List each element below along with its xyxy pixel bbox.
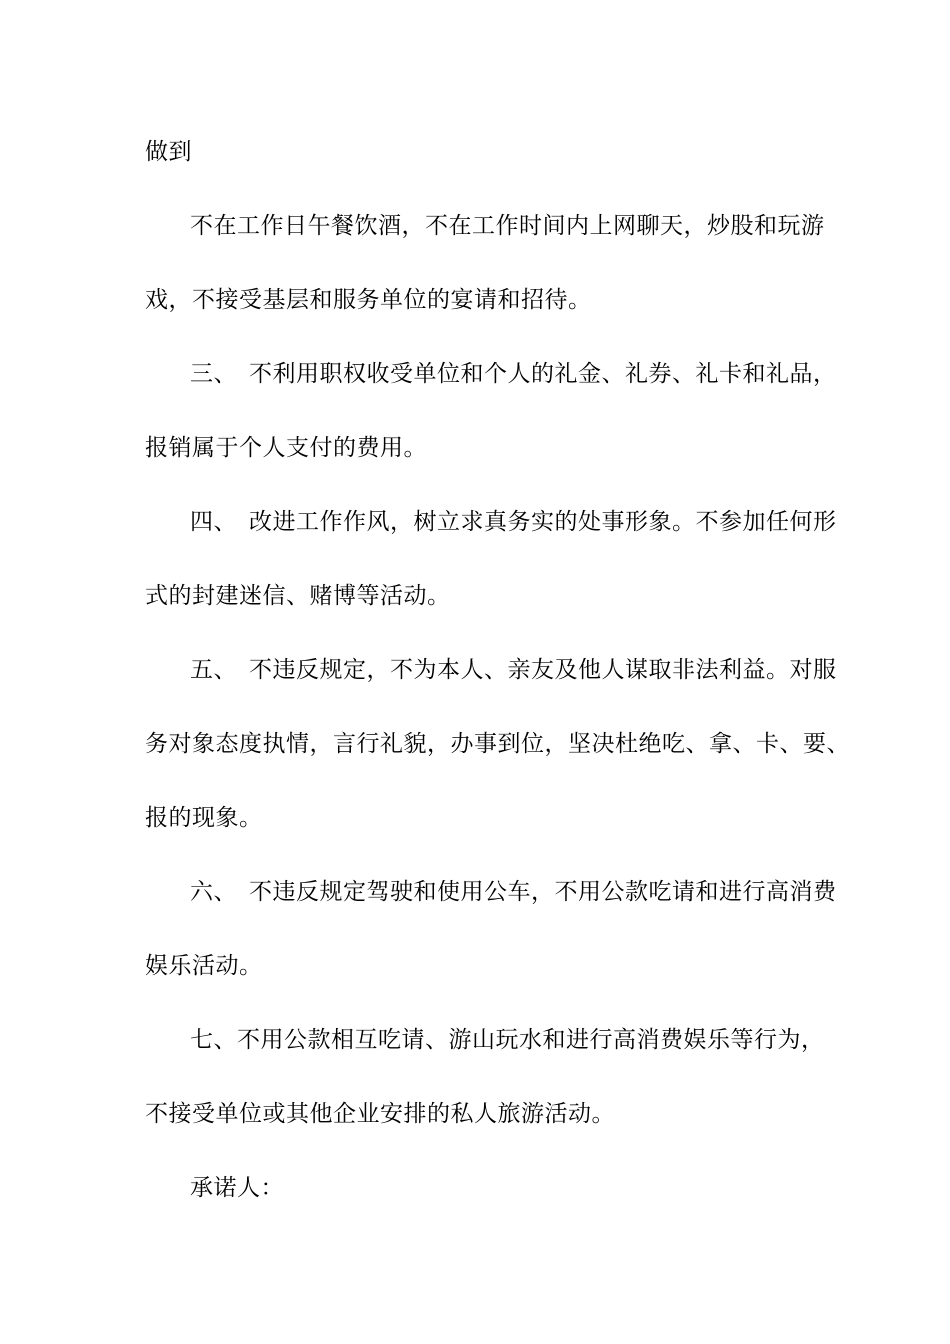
text-line: 做到 bbox=[145, 139, 192, 165]
clause-four: 四、 改进工作作风，树立求真务实的处事形象。不参加任何形 bbox=[190, 509, 837, 535]
text-line: 式的封建迷信、赌博等活动。 bbox=[145, 583, 451, 609]
clause-three: 三、 不利用职权收受单位和个人的礼金、礼券、礼卡和礼品， bbox=[190, 361, 837, 387]
clause-seven: 七、不用公款相互吃请、游山玩水和进行高消费娱乐等行为， bbox=[190, 1027, 825, 1053]
clause-five: 五、 不违反规定，不为本人、亲友及他人谋取非法利益。对服 bbox=[190, 657, 837, 683]
text-line: 戏，不接受基层和服务单位的宴请和招待。 bbox=[145, 287, 592, 313]
text-line: 不在工作日午餐饮酒，不在工作时间内上网聊天，炒股和玩游 bbox=[190, 213, 825, 239]
text-line: 不接受单位或其他企业安排的私人旅游活动。 bbox=[145, 1101, 615, 1127]
text-line: 务对象态度执情，言行礼貌，办事到位，坚决杜绝吃、拿、卡、要、 bbox=[145, 731, 850, 757]
clause-six: 六、 不违反规定驾驶和使用公车，不用公款吃请和进行高消费 bbox=[190, 879, 837, 905]
signatory-label: 承诺人： bbox=[190, 1175, 284, 1201]
text-line: 娱乐活动。 bbox=[145, 953, 263, 979]
text-line: 报的现象。 bbox=[145, 805, 263, 831]
text-line: 报销属于个人支付的费用。 bbox=[145, 435, 427, 461]
